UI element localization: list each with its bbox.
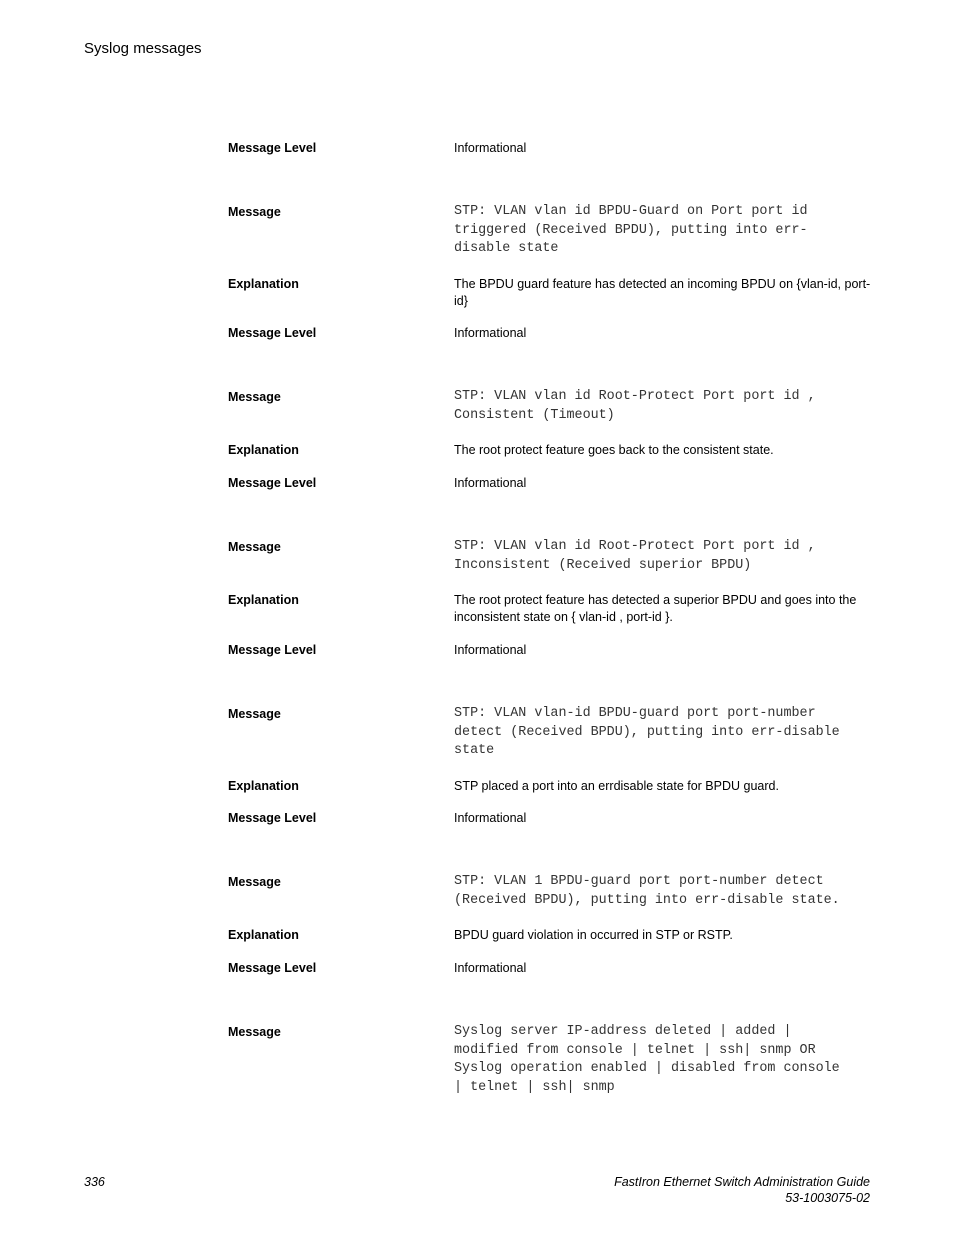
explanation-line: The BPDU guard feature has detected an incoming BPDU on {vlan-id, port- xyxy=(454,277,871,291)
message-text xyxy=(454,1023,874,1097)
message-text xyxy=(454,705,874,761)
message-line: Consistent (Timeout) xyxy=(454,407,615,423)
message-line: Syslog operation enabled | disabled from console xyxy=(454,1061,840,1077)
message-level-label: Message Level xyxy=(228,643,317,657)
message-line: state xyxy=(454,743,495,759)
explanation-line: BPDU guard violation in occurred in STP or RSTP. xyxy=(454,928,733,942)
explanation-line: inconsistent state on { vlan-id , port-id }. xyxy=(454,610,673,624)
message-level-value: Informational xyxy=(454,141,527,155)
message-line: STP: VLAN 1 BPDU-guard port port-number detect xyxy=(454,874,824,889)
message-label: Message xyxy=(228,707,281,721)
message-line: | telnet | ssh| snmp xyxy=(454,1079,615,1095)
message-line: detect (Received BPDU), putting into err-disable xyxy=(454,724,840,740)
doc-title: FastIron Ethernet Switch Administration Guide xyxy=(614,1175,870,1189)
explanation-text xyxy=(454,927,874,944)
message-label: Message xyxy=(228,205,281,219)
message-level-label: Message Level xyxy=(228,326,317,340)
message-line: Inconsistent (Received superior BPDU) xyxy=(454,557,752,573)
explanation-text xyxy=(454,592,874,626)
message-level-label: Message Level xyxy=(228,961,317,975)
message-label: Message xyxy=(228,875,281,889)
message-text xyxy=(454,388,874,425)
message-line: Syslog server IP-address deleted | added | xyxy=(454,1024,792,1039)
explanation-label: Explanation xyxy=(228,779,299,793)
message-level-value: Informational xyxy=(454,961,527,975)
explanation-label: Explanation xyxy=(228,443,299,457)
message-line: STP: VLAN vlan id Root-Protect Port port id , xyxy=(454,389,816,404)
footer-doc-info xyxy=(614,1175,870,1206)
explanation-line: STP placed a port into an errdisable state for BPDU guard. xyxy=(454,779,779,793)
explanation-label: Explanation xyxy=(228,928,299,942)
message-level-label: Message Level xyxy=(228,811,317,825)
explanation-label: Explanation xyxy=(228,277,299,291)
message-line: modified from console | telnet | ssh| snmp OR xyxy=(454,1042,816,1058)
message-level-label: Message Level xyxy=(228,141,317,155)
message-text xyxy=(454,538,874,575)
message-line: STP: VLAN vlan id Root-Protect Port port id , xyxy=(454,539,816,554)
message-line: (Received BPDU), putting into err-disable state. xyxy=(454,892,840,908)
explanation-text xyxy=(454,778,874,795)
message-text xyxy=(454,203,874,259)
explanation-text xyxy=(454,276,874,310)
message-level-value: Informational xyxy=(454,811,527,825)
running-header: Syslog messages xyxy=(84,40,202,57)
explanation-label: Explanation xyxy=(228,593,299,607)
message-line: STP: VLAN vlan id BPDU-Guard on Port port id xyxy=(454,204,808,219)
message-level-value: Informational xyxy=(454,476,527,490)
message-level-label: Message Level xyxy=(228,476,317,490)
explanation-line: The root protect feature has detected a superior BPDU and goes into the xyxy=(454,593,857,607)
message-label: Message xyxy=(228,540,281,554)
message-text xyxy=(454,873,874,910)
message-line: STP: VLAN vlan-id BPDU-guard port port-number xyxy=(454,706,816,721)
page-number: 336 xyxy=(84,1175,105,1189)
explanation-line: The root protect feature goes back to the consistent state. xyxy=(454,443,774,457)
message-level-value: Informational xyxy=(454,643,527,657)
message-label: Message xyxy=(228,390,281,404)
message-level-value: Informational xyxy=(454,326,527,340)
message-label: Message xyxy=(228,1025,281,1039)
explanation-line: id} xyxy=(454,294,468,308)
message-line: triggered (Received BPDU), putting into err- xyxy=(454,222,808,238)
message-line: disable state xyxy=(454,241,559,257)
doc-number: 53-1003075-02 xyxy=(785,1190,870,1205)
explanation-text xyxy=(454,442,874,459)
